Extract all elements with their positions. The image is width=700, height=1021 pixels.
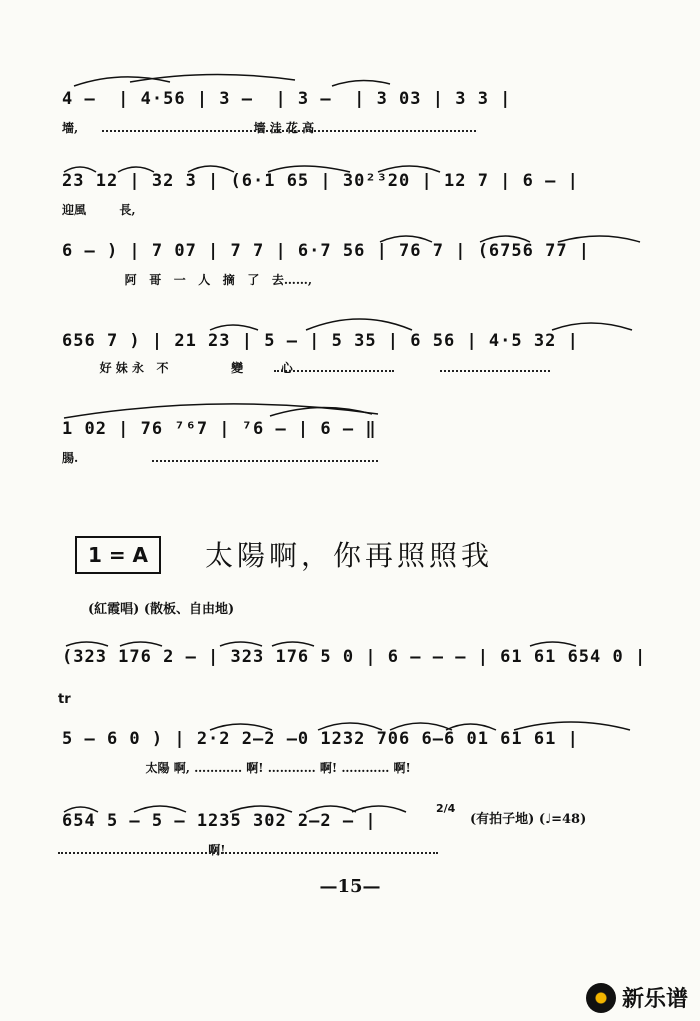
notation-line: (323 176 2 — | 323 176 5 0 | 6 — — — | 61 61 654 0 | bbox=[62, 647, 647, 667]
notation-line: 1 02 | 76 ⁷⁶7 | ⁷6 — | 6 — ‖ bbox=[62, 419, 377, 439]
lyric-line: 腸. bbox=[62, 451, 79, 465]
dotted-extension bbox=[102, 130, 476, 132]
dotted-extension bbox=[274, 370, 394, 372]
site-watermark bbox=[586, 982, 688, 1013]
time-signature: 2/4 bbox=[436, 802, 456, 815]
dotted-extension bbox=[152, 460, 378, 462]
lyric-line: 啊! bbox=[62, 843, 226, 857]
key-signature-box: 1 = A bbox=[75, 536, 161, 574]
watermark-text: 新乐谱 bbox=[621, 987, 688, 1012]
dotted-extension bbox=[58, 852, 438, 854]
tempo-marking: (有拍子地) (♩=48) bbox=[470, 812, 587, 827]
page-number: —15— bbox=[319, 876, 381, 897]
notation-line: 656 7 ) | 21 23 | 5 — | 5 35 | 6 56 | 4·5 32 | bbox=[62, 331, 579, 351]
lyric-line: 墻, 墻 洼 花 高 bbox=[62, 121, 315, 135]
lyric-line: 好 妹 永 不 變 心 bbox=[62, 361, 293, 375]
lyric-line: 迎風 長, bbox=[62, 203, 136, 217]
trill-mark: tr bbox=[58, 692, 71, 707]
dotted-extension bbox=[440, 370, 550, 372]
record-disc-icon bbox=[586, 983, 616, 1013]
song-title: 太陽啊，你再照照我 bbox=[205, 539, 494, 572]
notation-line: 23 12 | 32 3 | (6·1 65 | 30²³20 | 12 7 | 6 — | bbox=[62, 171, 579, 191]
lyric-line: 阿 哥 一 人 摘 了 去……, bbox=[62, 273, 313, 287]
performer-direction: (紅霞唱) (散板、自由地) bbox=[88, 602, 235, 617]
notation-line: 6 — ) | 7 07 | 7 7 | 6·7 56 | 76 7 | (6756 77 | bbox=[62, 241, 591, 261]
notation-line: 4 — | 4·56 | 3 — | 3 — | 3 03 | 3 3 | bbox=[62, 89, 512, 109]
notation-line: 654 5 — 5 — 1235 302 2—2 — | bbox=[62, 811, 377, 831]
notation-line: 5 — 6 0 ) | 2·2 2—2 —0 1232 706 6—6 01 61 61 | bbox=[62, 729, 579, 749]
lyric-line: 太陽 啊, ………… 啊! ………… 啊! ………… 啊! bbox=[62, 761, 411, 775]
